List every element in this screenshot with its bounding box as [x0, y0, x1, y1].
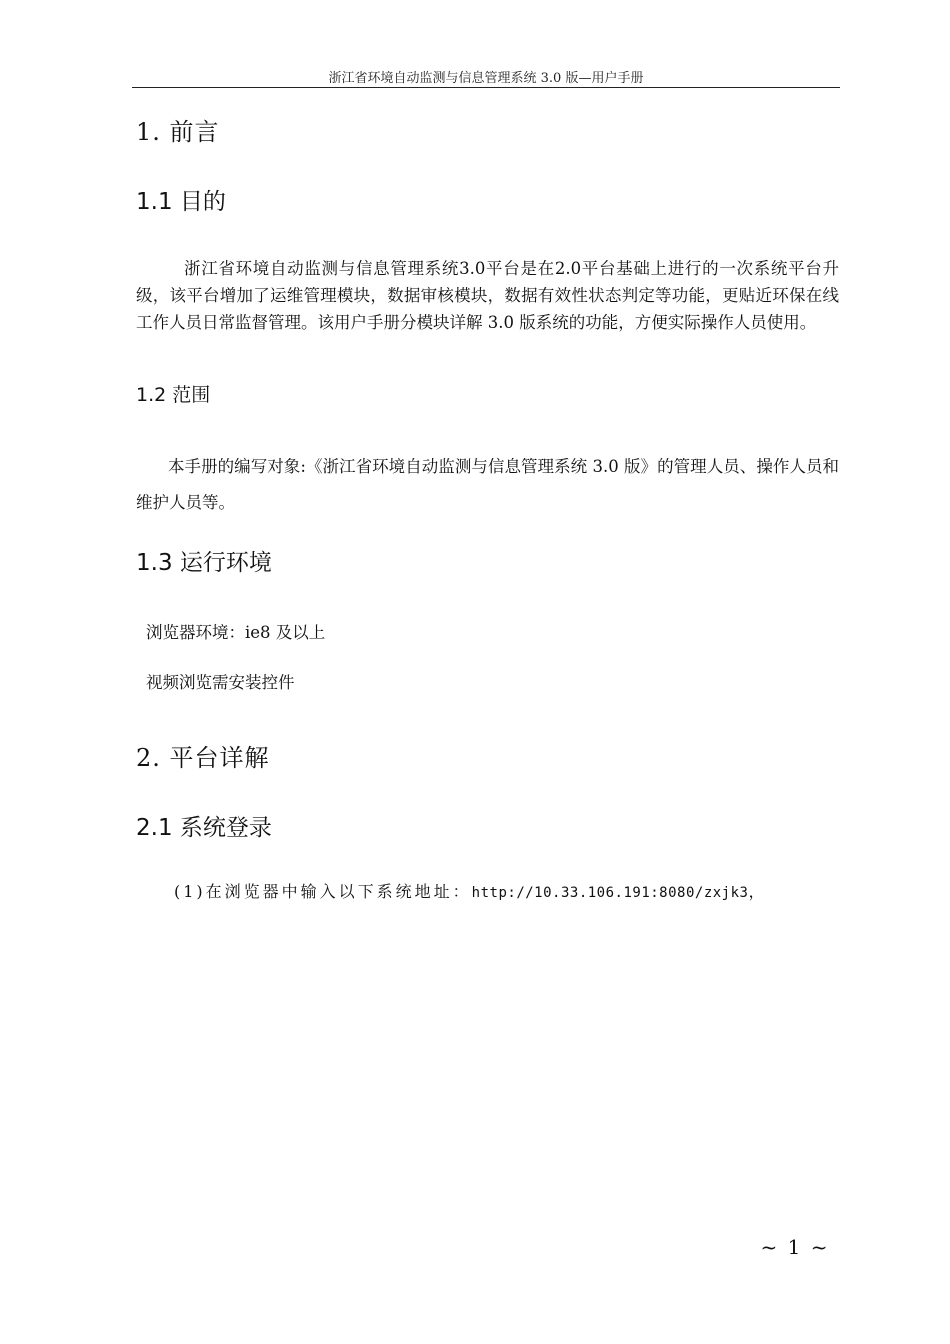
- running-header: 浙江省环境自动监测与信息管理系统 3.0 版—用户手册: [132, 70, 840, 88]
- section-1-3-heading: 1.3 运行环境: [136, 550, 272, 576]
- section-1-2-body: 本手册的编写对象:《浙江省环境自动监测与信息管理系统 3.0 版》的管理人员、操作人员和维护人员等。: [136, 457, 839, 512]
- page-number: ~ 1 ~: [760, 1235, 830, 1259]
- section-1-heading: 1. 前言: [136, 118, 220, 146]
- runtime-video-line: 视频浏览需安装控件: [146, 673, 295, 692]
- section-2-1-heading: 2.1 系统登录: [136, 815, 272, 841]
- system-url-link[interactable]: http://10.33.106.191:8080/zxjk3: [471, 885, 749, 901]
- section-1-1-body: 浙江省环境自动监测与信息管理系统3.0平台是在2.0平台基础上进行的一次系统平台升级，该平台增加了运维管理模块，数据审核模块，数据有效性状态判定等功能，更贴近环保在线工作人员日常监督管理。该用户手册分模块详解 3.0 版系统的功能，方便实际操作人员使用。: [136, 259, 839, 332]
- login-step-1-text: (1)在浏览器中输入以下系统地址：: [174, 882, 472, 901]
- runtime-browser-line: 浏览器环境：ie8 及以上: [146, 623, 326, 642]
- section-2-heading: 2. 平台详解: [136, 744, 270, 772]
- section-1-1-heading: 1.1 目的: [136, 189, 226, 215]
- section-1-2-heading: 1.2 范围: [136, 384, 211, 406]
- login-step-1-suffix: ，: [748, 882, 768, 901]
- login-step-1: [174, 880, 767, 905]
